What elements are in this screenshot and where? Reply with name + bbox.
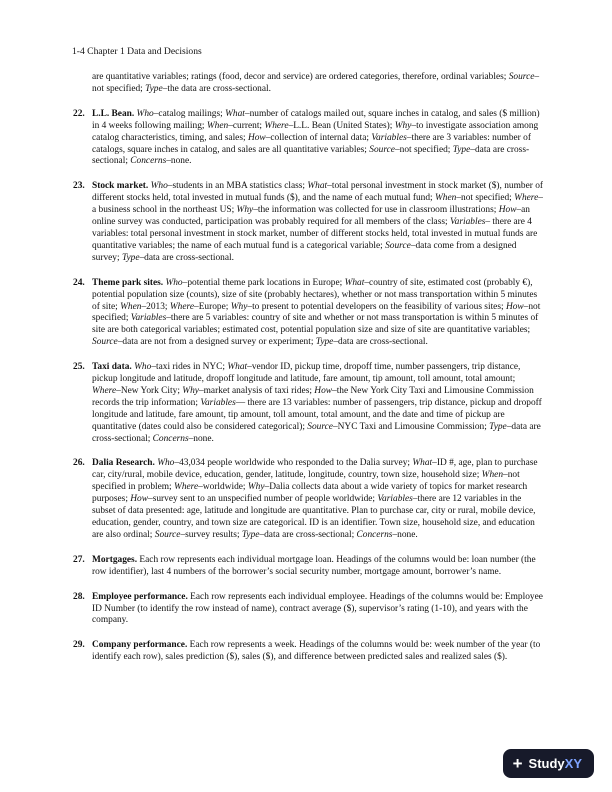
text-run: –data are cross-sectional.: [333, 337, 428, 348]
page-header: 1-4 Chapter 1 Data and Decisions: [72, 46, 202, 57]
text-run: – there are 4 variables: total personal investment in stock market, number of different stocks held, total invested in mutual funds are quantitative variables; the name of each mutual fund is a categorical variable;: [92, 217, 538, 251]
field-label: Concerns: [356, 529, 393, 540]
exercise-item: [73, 591, 544, 628]
text-run: –potential theme park locations in Europe;: [182, 277, 345, 288]
field-label: Where: [174, 482, 199, 493]
item-title: Employee performance.: [92, 591, 188, 602]
field-label: When: [434, 193, 457, 204]
text-run: –not specified;: [456, 193, 515, 204]
text-run: –total personal investment in stock market ($), number of different stocks held, total invested in mutual funds ($), and the name of each mutual fund;: [92, 181, 544, 204]
text-run: –current;: [228, 120, 265, 131]
field-label: Why: [236, 205, 254, 216]
field-label: Type: [489, 421, 507, 432]
field-label: Who: [165, 277, 183, 288]
exercise-answer: [92, 555, 544, 579]
text-run: –data are not from a designed survey or experiment;: [117, 337, 316, 348]
field-label: Source: [307, 421, 333, 432]
field-label: Why: [182, 385, 199, 396]
field-label: How: [130, 494, 148, 505]
field-label: Type: [121, 252, 140, 263]
text-run: — there are 13 variables: number of passengers, trip distance, pickup and dropoff longitude and latitude, fare amount, tip amount, toll amount, total amount, and the date and time of pickup are quantitative (dates could also be considered categorical);: [92, 397, 542, 432]
item-title: Mortgages.: [92, 554, 138, 565]
text-run: –there are 3 variables: number of catalogs, square inches in catalog, and sales are all quantitative variables;: [92, 132, 531, 155]
text-run: –the New York City Taxi and Limousine Commission records the trip information;: [92, 385, 534, 408]
field-label: Why: [394, 120, 412, 131]
text-run: –to investigate association among catalog characteristics, timing, and sales;: [92, 120, 539, 143]
field-label: Type: [315, 337, 334, 348]
text-run: –number of catalogs mailed out, square inches in catalog, and sales ($ million) in 4 weeks following mailing;: [92, 108, 540, 131]
item-title: Taxi data.: [92, 362, 132, 373]
exercise-number: 28.: [73, 591, 85, 602]
item-title: Stock market.: [92, 181, 149, 192]
exercise-answer: [92, 592, 544, 628]
exercise-item: [73, 554, 544, 579]
field-label: Variables: [200, 397, 236, 408]
text-run: –NYC Taxi and Limousine Commission;: [332, 421, 490, 432]
text-run: –there are 12 variables in the subset of data presented: age, latitude and longitude are quantitative. Plan to purchase car, city or rural, mobile device, education, gender, country, and town size are categorical. ID is an identifier. Town size, household size, and education are also ordinal;: [92, 494, 536, 540]
exercise-item: [73, 277, 544, 349]
text-run: –Dalia collects data about a wide variety of topics for market research purposes;: [92, 482, 528, 505]
text-run: –data are cross-sectional;: [92, 144, 530, 167]
field-label: Why: [230, 301, 248, 312]
badge-label: [529, 756, 582, 771]
field-label: What: [225, 108, 245, 119]
field-label: Why: [247, 482, 265, 493]
field-label: Source: [92, 337, 118, 348]
text-run: –to present to potential developers on the feasibility of various sites;: [247, 301, 506, 312]
field-label: Concerns: [152, 433, 189, 444]
field-label: Variables: [371, 132, 407, 143]
text-run: Each row represents a week. Headings of the columns would be: week number of the year (to identify each row), sales prediction ($), sales ($), and difference between predicted sales and realized sales ($).: [92, 640, 541, 663]
field-label: What: [227, 362, 248, 373]
text-run: –collection of internal data;: [265, 132, 372, 143]
text-run: –data come from a designed survey;: [92, 240, 517, 263]
text-run: –worldwide;: [198, 482, 248, 493]
field-label: Type: [452, 144, 471, 155]
exercise-item: [73, 640, 544, 664]
text-run: –survey results;: [180, 529, 242, 540]
text-run: –not specified;: [92, 301, 541, 324]
document-body: [73, 72, 544, 664]
item-title: Company performance.: [92, 640, 188, 651]
text-run: –43,034 people worldwide who responded to the Dalia survey;: [174, 458, 413, 469]
field-label: How: [247, 132, 266, 143]
exercise-answer: [92, 181, 544, 264]
badge-suffix: XY: [564, 756, 582, 771]
text-run: –the information was collected for use in classroom illustrations;: [253, 205, 499, 216]
text-run: –data are cross-sectional.: [139, 252, 234, 263]
item-title: L.L. Bean.: [92, 108, 135, 119]
text-run: –data are cross-sectional;: [92, 421, 541, 444]
intro-paragraph: [92, 72, 544, 96]
text-run: –catalog mailings;: [153, 108, 226, 119]
field-label: How: [505, 301, 524, 312]
text-run: –none.: [166, 156, 192, 167]
plus-icon: +: [512, 754, 523, 773]
exercise-number: 22.: [73, 108, 85, 119]
item-title: Theme park sites.: [92, 277, 164, 288]
field-label: Where: [264, 120, 289, 131]
exercise-list: [73, 108, 544, 664]
text-run: Each row represents each individual employee. Headings of the columns would be: Employee ID Number (to identify the row instead of name), contract average ($), supervisor’s rating (1-10), and years with the company.: [92, 591, 543, 626]
text-run: –vendor ID, pickup time, dropoff time, number passengers, trip distance, pickup longitude and latitude, dropoff longitude and latitude, fare amount, tip amount, toll amount, total amount;: [92, 362, 521, 385]
text-run: –ID #, age, plan to purchase car, city/rural, mobile device, education, gender, latitude, longitude, country, town size, household size;: [92, 458, 538, 481]
text-run: –Europe;: [194, 301, 231, 312]
field-label: Source: [385, 240, 411, 251]
field-label: When: [120, 301, 142, 312]
text-run: –L.L. Bean (United States);: [288, 120, 395, 131]
field-label: How: [498, 205, 517, 216]
text-run: –students in an MBA statistics class;: [167, 181, 308, 192]
exercise-number: 24.: [73, 277, 85, 288]
exercise-item: [73, 458, 544, 541]
field-label: Concerns: [130, 156, 167, 167]
field-label: Source: [154, 529, 181, 540]
field-label: What: [412, 458, 433, 469]
exercise-number: 25.: [73, 362, 85, 373]
field-label: Type: [241, 529, 260, 540]
exercise-answer: [92, 362, 544, 445]
field-label: Variables: [377, 494, 413, 505]
exercise-number: 29.: [73, 640, 85, 651]
field-label: Variables: [130, 313, 167, 324]
text-run: –taxi rides in NYC;: [151, 362, 228, 373]
exercise-answer: [92, 458, 544, 541]
field-label: When: [481, 470, 504, 481]
text-run: –market analysis of taxi rides;: [198, 385, 315, 396]
item-title: Dalia Research.: [92, 458, 155, 469]
field-label: Who: [136, 108, 154, 119]
field-label: Type: [145, 83, 163, 94]
text-run: –not specified;: [92, 72, 540, 94]
field-label: What: [344, 277, 365, 288]
exercise-number: 23.: [73, 181, 85, 192]
exercise-answer: [92, 278, 544, 349]
field-label: Source: [369, 144, 395, 155]
text-run: –none.: [188, 433, 214, 444]
badge-prefix: Study: [528, 756, 565, 771]
text-run: –the data are cross-sectional.: [162, 83, 271, 94]
text-run: –2013;: [141, 301, 170, 312]
text-run: –not specified;: [394, 144, 453, 155]
field-label: Where: [92, 385, 117, 396]
exercise-number: 26.: [73, 458, 85, 469]
exercise-item: [73, 181, 544, 264]
exercise-item: [73, 108, 544, 169]
field-label: Where: [169, 301, 194, 312]
text-run: –a business school in the northeast US;: [92, 193, 543, 216]
text-run: –an online survey was conducted, participation was probably required for all members of the class;: [92, 205, 530, 228]
field-label: Source: [508, 72, 535, 82]
text-run: –survey sent to an unspecified number of people worldwide;: [148, 494, 378, 505]
text-run: –not specified in problem;: [92, 470, 520, 493]
exercise-number: 27.: [73, 554, 85, 565]
field-label: What: [307, 181, 328, 192]
field-label: Who: [157, 458, 175, 469]
field-label: When: [206, 120, 229, 131]
text-run: –New York City;: [116, 385, 183, 396]
text-run: –country of site, estimated cost (probably €), potential population size (counts), size of site (probably hectares), whether or not mass transportation within 5 minutes of site;: [92, 277, 538, 312]
text-run: are quantitative variables; ratings (food, decor and service) are ordered categories, therefore, ordinal variables;: [92, 72, 509, 82]
text-run: –there are 5 variables: country of site and whether or not mass transportation is within 5 minutes of site are both categorical variables; estimated cost, potential population size and size of site are quantitative variables;: [92, 313, 539, 336]
exercise-item: [73, 362, 544, 445]
text-run: –none.: [392, 529, 418, 540]
exercise-answer: [92, 640, 544, 664]
studyxy-badge[interactable]: [503, 749, 594, 778]
field-label: How: [314, 385, 333, 396]
field-label: Where: [514, 193, 539, 204]
field-label: Who: [134, 362, 152, 373]
field-label: Variables: [449, 217, 486, 228]
text-run: Each row represents each individual mortgage loan. Headings of the columns would be: loan number (the row identifier), last 4 numbers of the borrower’s social security number, mortgage amount, borrower’s name.: [92, 554, 536, 577]
field-label: Who: [150, 181, 168, 192]
exercise-answer: [92, 109, 544, 169]
text-run: –data are cross-sectional;: [259, 529, 357, 540]
